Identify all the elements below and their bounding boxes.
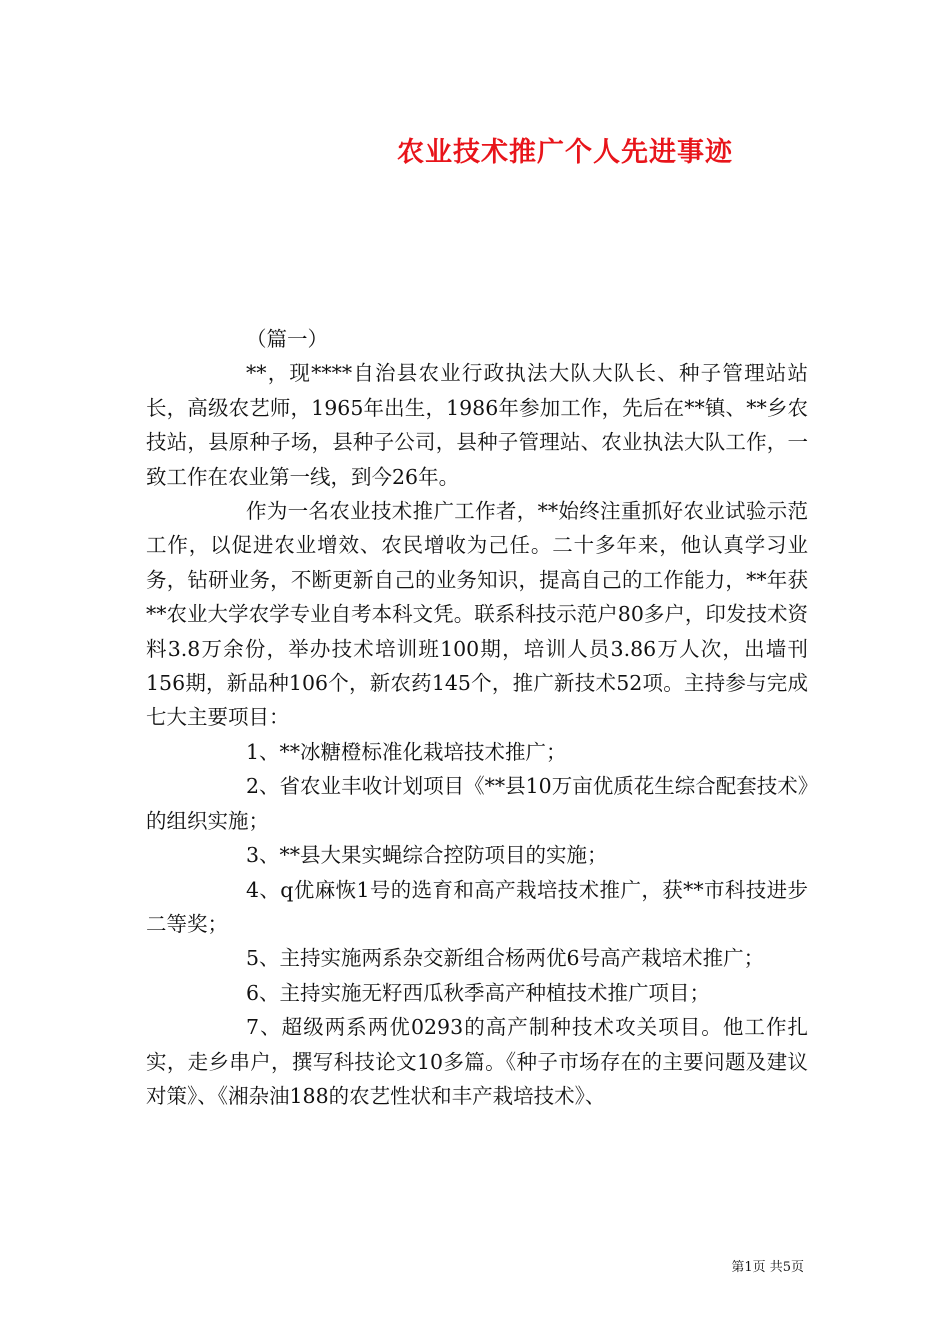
paragraph: 作为一名农业技术推广工作者，**始终注重抓好农业试验示范工作，以促进农业增效、农民增收为己任。二十多年来，他认真学习业务，钻研业务，不断更新自己的业务知识，提高自己的工作能力，**年获**农业大学农学专业自考本科文凭。联系科技示范户80多户，印发技术资料3.8万余份，举办技术培训班100期，培训人员3.86万人次，出墙刊156期，新品种106个，新农药145个，推广新技术52项。主持参与完成七大主要项目：	[146, 499, 808, 730]
section-label: （篇一）	[246, 327, 328, 351]
page-number: 第1页 共5页	[731, 1260, 804, 1275]
list-item: 7、超级两系两优0293的高产制种技术攻关项目。他工作扎实，走乡串户，撰写科技论文10多篇。《种子市场存在的主要问题及建议对策》、《湘杂油188的农艺性状和丰产栽培技术》、	[146, 1015, 808, 1108]
list-item: 5、主持实施两系杂交新组合杨两优6号高产栽培术推广；	[246, 946, 765, 971]
document-title: 农业技术推广个人先进事迹	[397, 137, 733, 168]
paragraph: **，现****自治县农业行政执法大队大队长、种子管理站站长，高级农艺师，1965年出生，1986年参加工作，先后在**镇、**乡农技站，县原种子场，县种子公司，县种子管理站、农业执法大队工作，一致工作在农业第一线，到今26年。	[146, 361, 808, 489]
list-item: 3、**县大果实蝇综合控防项目的实施；	[246, 843, 608, 868]
list-item: 1、**冰糖橙标准化栽培技术推广；	[246, 739, 567, 764]
document-body	[146, 322, 808, 1113]
list-item: 6、主持实施无籽西瓜秋季高产种植技术推广项目；	[246, 980, 711, 1005]
list-item: 2、省农业丰收计划项目《**县10万亩优质花生综合配套技术》的组织实施；	[146, 774, 808, 833]
list-item: 4、q优麻恢1号的选育和高产栽培技术推广，获**市科技进步二等奖；	[146, 877, 808, 936]
